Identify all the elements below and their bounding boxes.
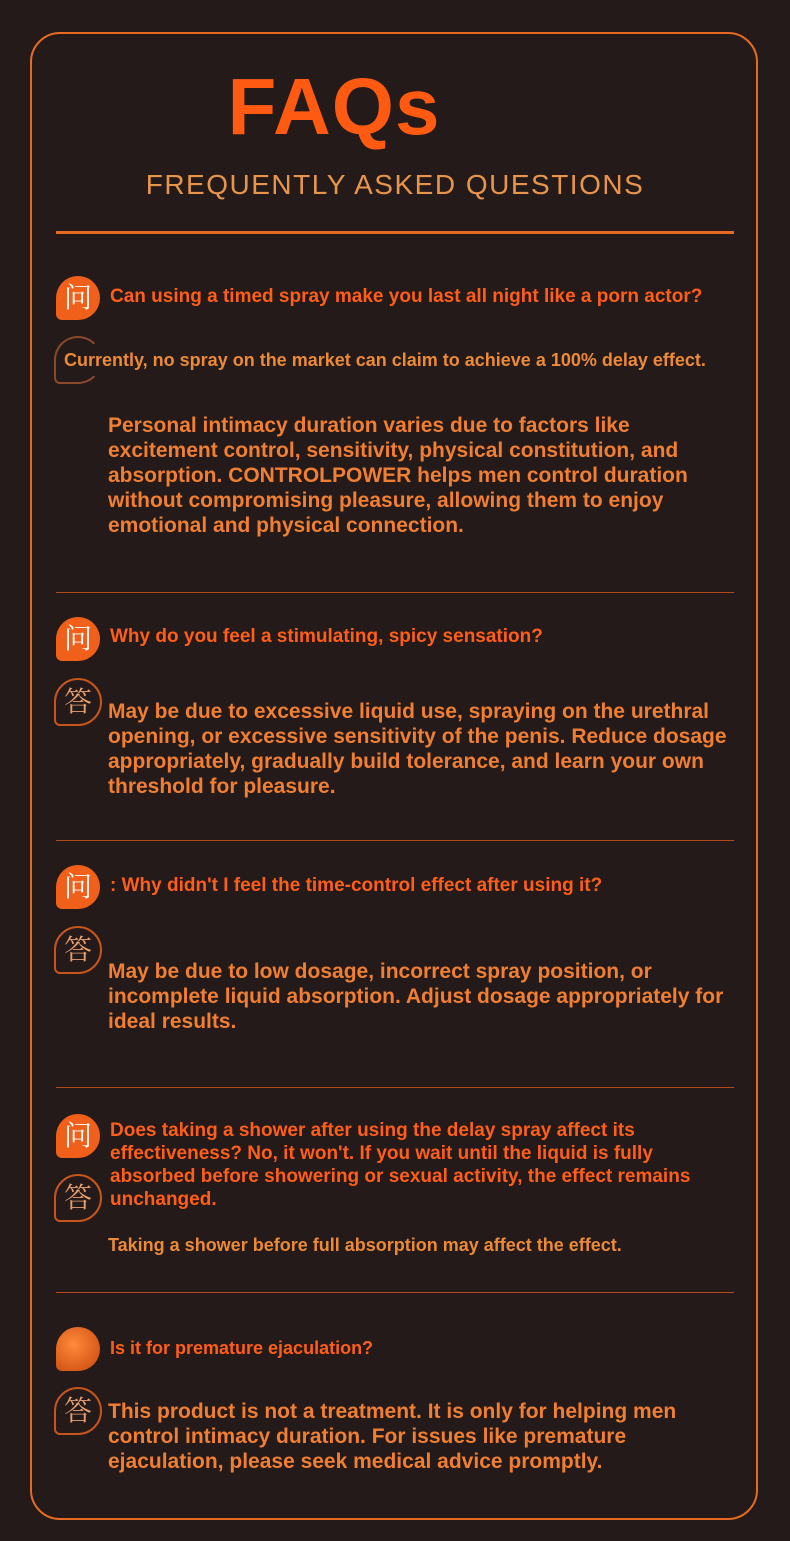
page-subtitle: FREQUENTLY ASKED QUESTIONS <box>145 169 645 200</box>
answer-icon: 答 <box>54 1174 102 1222</box>
faq-divider <box>56 840 734 841</box>
faq-divider <box>56 1087 734 1088</box>
question-icon: 问 <box>56 865 100 909</box>
question-icon: 问 <box>56 617 100 661</box>
answer-icon: 答 <box>54 678 102 726</box>
faq-4-question: Does taking a shower after using the delay spray affect its effectiveness? No, it won't. If you wait until the liquid is fully absorbed before showering or sexual activity, the effect remains unchanged. <box>110 1120 691 1210</box>
faq-4-answer: Taking a shower before full absorption may affect the effect. <box>108 1235 622 1255</box>
answer-icon: 答 <box>54 926 102 974</box>
header-divider <box>56 231 734 234</box>
faq-3-answer: May be due to low dosage, incorrect spray position, or incomplete liquid absorption. Adjust dosage appropriately for ideal results. <box>108 960 724 1033</box>
faq-3-question: : Why didn't I feel the time-control effect after using it? <box>110 875 603 896</box>
faq-1-answer-lead: Currently, no spray on the market can claim to achieve a 100% delay effect. <box>64 350 706 370</box>
faq-2-question: Why do you feel a stimulating, spicy sensation? <box>110 626 543 647</box>
faq-5-question: Is it for premature ejaculation? <box>110 1338 374 1358</box>
answer-icon: 答 <box>54 1387 102 1435</box>
faq-2-answer: May be due to excessive liquid use, spraying on the urethral opening, or excessive sensitivity of the penis. Reduce dosage appropriately, gradually build tolerance, and learn your own threshold for pleasure. <box>108 700 727 798</box>
faq-5-answer: This product is not a treatment. It is only for helping men control intimacy duration. For issues like premature ejaculation, please seek medical advice promptly. <box>108 1400 677 1473</box>
page-title: FAQs <box>227 62 441 151</box>
question-icon <box>56 1327 100 1371</box>
faq-1-question: Can using a timed spray make you last all night like a porn actor? <box>110 286 703 307</box>
faq-1-answer: Personal intimacy duration varies due to factors like excitement control, sensitivity, physical constitution, and absorption. CONTROLPOWER helps men control duration without compromising pleasure, allowing them to enjoy emotional and physical connection. <box>108 414 688 537</box>
faq-divider <box>56 592 734 593</box>
question-icon: 问 <box>56 276 100 320</box>
question-icon: 问 <box>56 1114 100 1158</box>
faq-divider <box>56 1292 734 1293</box>
